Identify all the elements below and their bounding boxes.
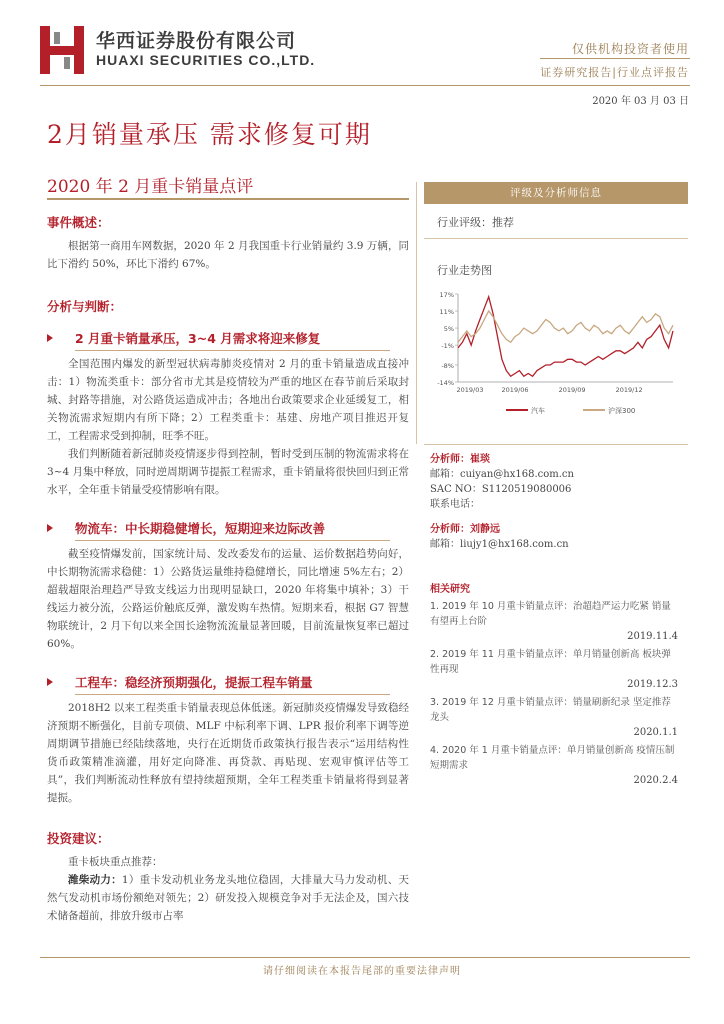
related-research bbox=[430, 580, 680, 791]
brand-name-en: HUAXI SECURITIES CO.,LTD. bbox=[96, 52, 316, 68]
analyst-2-email: 邮箱：liujy1@hx168.com.cn bbox=[430, 539, 569, 550]
report-type: 证券研究报告|行业点评报告 bbox=[540, 66, 689, 79]
x-tick-label: 2019/03 bbox=[456, 386, 484, 394]
related-item[interactable] bbox=[430, 695, 680, 740]
point-paragraph: 2018H2 以来工程类重卡销量表现总体低迷。新冠肺炎疫情爆发导致稳经济预期不断强化，目前专项债、MLF 中标利率下调、LPR 报价利率下调等逆周期调节措施已经陆续落地，央行在近期货币政策执行报告表示“运用结构性货币政策精准滴灌，用好定向降准、再贷款、再贴现、宏观审慎评估等工具”，我们判断流动性释放有望持续超预期，全年工程类重卡销量将得到显著提振。 bbox=[47, 702, 409, 804]
header-rule bbox=[40, 85, 690, 86]
chart-bottom-divider bbox=[424, 444, 688, 445]
analyst-2-name: 分析师：刘静远 bbox=[430, 524, 500, 535]
analyst-1-name: 分析师：崔琰 bbox=[430, 454, 490, 465]
y-tick-label: -1% bbox=[441, 342, 454, 351]
x-tick-label: 2019/06 bbox=[501, 386, 529, 394]
analyst-1-sac: SAC NO：S1120519080006 bbox=[430, 484, 572, 495]
point-paragraph: 我们判断随着新冠肺炎疫情逐步得到控制，暂时受到压制的物流需求将在 3~4 月集中释放，同时逆周期调节提振工程需求，重卡销量将很快回归到正常水平，全年重卡销量受疫情影响有限。 bbox=[47, 448, 409, 496]
legend-label: 汽车 bbox=[531, 407, 545, 415]
related-item[interactable] bbox=[430, 599, 680, 644]
point-heading bbox=[47, 329, 409, 347]
point-heading bbox=[47, 673, 409, 691]
related-title: 4. 2020 年 1 月重卡销量点评：单月销量创新高 疫情压制短期需求 bbox=[430, 745, 675, 771]
point-paragraph: 截至疫情爆发前，国家统计局、发改委发布的运量、运价数据趋势向好，中长期物流需求稳健：1）公路货运量维持稳健增长，同比增速 5%左右；2）超载超限治理趋严导致支线运力出现明显缺口，2020 年将集中填补；3）干线运力被分流，公路运价触底反弹，激发购车热情。短期来看，根据 G7 智慧物联统计，2 月下旬以来全国长途物流流量显著回暖，目前流量恢复率已超过 60%。 bbox=[47, 548, 409, 650]
rating-label: 行业评级：推荐 bbox=[437, 216, 514, 229]
header-divider bbox=[540, 58, 690, 59]
y-tick-label: -8% bbox=[441, 361, 454, 370]
series-line-汽车 bbox=[458, 297, 673, 377]
point-underline bbox=[75, 540, 390, 541]
point-heading-text: 物流车：中长期稳健增长，短期迎来边际改善 bbox=[75, 521, 326, 536]
sidebar-border bbox=[416, 182, 417, 444]
point-heading-text: 2 月重卡销量承压，3~4 月需求将迎来修复 bbox=[75, 331, 321, 346]
triangle-bullet-icon bbox=[47, 678, 53, 686]
analyst-1-email: 邮箱：cuiyan@hx168.com.cn bbox=[430, 469, 574, 480]
legend-label: 沪深300 bbox=[608, 407, 636, 415]
triangle-bullet-icon bbox=[47, 524, 53, 532]
analysis-heading: 分析与判断： bbox=[47, 299, 123, 314]
related-heading: 相关研究 bbox=[430, 584, 470, 595]
main-column bbox=[47, 210, 409, 925]
industry-trend-chart bbox=[428, 284, 688, 424]
legal-notice[interactable]: 请仔细阅读在本报告尾部的重要法律声明 bbox=[263, 966, 461, 977]
related-item[interactable] bbox=[430, 743, 680, 788]
y-tick-label: 17% bbox=[439, 291, 454, 299]
report-title: 2月销量承压 需求修复可期 bbox=[47, 120, 372, 149]
x-tick-label: 2019/09 bbox=[558, 386, 586, 394]
analysis-point-3 bbox=[47, 673, 409, 807]
related-title: 1. 2019 年 10 月重卡销量点评：治超趋严运力吃紧 销量有望再上台阶 bbox=[430, 601, 671, 627]
related-title: 2. 2019 年 11 月重卡销量点评：单月销量创新高 板块弹性再现 bbox=[430, 649, 671, 675]
related-date: 2020.2.4 bbox=[633, 775, 678, 786]
related-title: 3. 2019 年 12 月重卡销量点评：销量刷新纪录 坚定推荐龙头 bbox=[430, 697, 671, 723]
event-text: 根据第一商用车网数据，2020 年 2 月我国重卡行业销量约 3.9 万辆，同比下滑约 50%，环比下滑约 67%。 bbox=[47, 240, 409, 270]
triangle-bullet-icon bbox=[47, 334, 53, 342]
point-paragraph: 全国范围内爆发的新型冠状病毒肺炎疫情对 2 月的重卡销量造成直接冲击：1）物流类重卡：部分省市尤其是疫情较为严重的地区在春节前后采取封城、封路等措施，对公路货运造成冲击；各地出台政策要求企业延缓复工，相关物流需求短期内有所下降；2）工程类重卡：基建、房地产项目推迟开复工，工程需求受到抑制，旺季不旺。 bbox=[47, 358, 409, 442]
report-date: 2020 年 03 月 03 日 bbox=[592, 96, 689, 107]
footer-rule bbox=[40, 957, 690, 958]
invest-paragraph bbox=[47, 871, 409, 925]
rating-box-title: 评级及分析师信息 bbox=[424, 182, 688, 204]
related-date: 2019.12.3 bbox=[627, 679, 678, 690]
series-line-沪深300 bbox=[458, 311, 673, 342]
invest-lead: 潍柴动力： bbox=[68, 874, 122, 886]
audience-note: 仅供机构投资者使用 bbox=[571, 42, 689, 56]
related-date: 2020.1.1 bbox=[633, 727, 678, 738]
analysis-point-2 bbox=[47, 519, 409, 653]
invest-text: 1）重卡发动机业务龙头地位稳固，大排量大马力发动机、天然气发动机市场份额绝对领先；2）研发投入规模竞争对手无法企及，国六技术储备超前，排放升级市占率 bbox=[47, 874, 409, 922]
analysis-point-1 bbox=[47, 329, 409, 499]
y-tick-label: 11% bbox=[439, 308, 454, 317]
invest-intro: 重卡板块重点推荐： bbox=[68, 856, 163, 868]
trend-label: 行业走势图 bbox=[437, 264, 492, 277]
point-underline bbox=[75, 694, 390, 695]
y-tick-label: -14% bbox=[437, 379, 454, 387]
related-item[interactable] bbox=[430, 647, 680, 692]
related-date: 2019.11.4 bbox=[627, 631, 678, 642]
event-heading: 事件概述： bbox=[47, 215, 110, 230]
point-heading bbox=[47, 519, 409, 537]
invest-heading: 投资建议： bbox=[47, 831, 110, 846]
analyst-1-phone: 联系电话： bbox=[430, 499, 480, 510]
point-underline bbox=[75, 350, 390, 351]
huaxi-logo-icon bbox=[40, 26, 84, 74]
y-tick-label: 5% bbox=[443, 325, 454, 334]
rating-divider bbox=[424, 238, 688, 239]
point-heading-text: 工程车：稳经济预期强化，提振工程车销量 bbox=[75, 675, 313, 690]
brand-name-cn: 华西证券股份有限公司 bbox=[96, 30, 297, 52]
report-subtitle: 2020 年 2 月重卡销量点评 bbox=[47, 177, 254, 197]
subtitle-underline bbox=[47, 198, 409, 200]
x-tick-label: 2019/12 bbox=[615, 386, 643, 394]
